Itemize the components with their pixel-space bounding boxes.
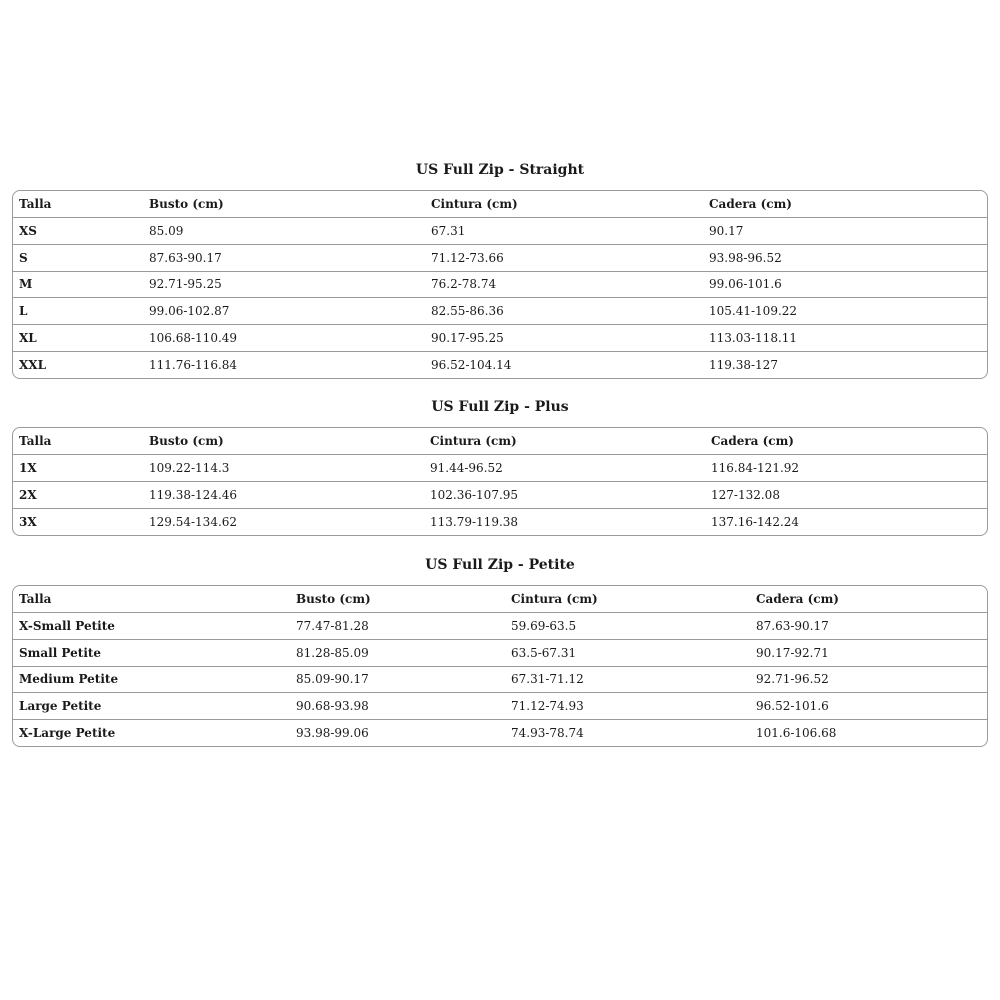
- section-title: US Full Zip - Petite: [425, 557, 575, 573]
- table-row: [13, 218, 987, 245]
- bust-cell: 90.68-93.98: [290, 693, 505, 720]
- bust-cell: 81.28-85.09: [290, 639, 505, 666]
- hip-cell: 105.41-109.22: [703, 298, 987, 325]
- hip-cell: 101.6-106.68: [750, 719, 987, 746]
- size-chart-straight: [12, 160, 988, 379]
- table-row: [13, 613, 987, 640]
- bust-cell: 77.47-81.28: [290, 613, 505, 640]
- table-row: [13, 666, 987, 693]
- size-chart-petite: [12, 555, 988, 747]
- column-header-size: Talla: [19, 434, 52, 449]
- table-row: [13, 324, 987, 351]
- column-header-bust: Busto (cm): [149, 197, 224, 212]
- waist-cell: 113.79-119.38: [424, 508, 705, 535]
- bust-cell: 129.54-134.62: [143, 508, 424, 535]
- table-row: [13, 271, 987, 298]
- table-row: [13, 455, 987, 482]
- size-cell: 1X: [13, 455, 143, 482]
- table-header-row: [13, 428, 987, 455]
- waist-cell: 63.5-67.31: [505, 639, 750, 666]
- waist-cell: 96.52-104.14: [425, 351, 703, 378]
- bust-cell: 92.71-95.25: [143, 271, 425, 298]
- bust-cell: 93.98-99.06: [290, 719, 505, 746]
- column-header-size: Talla: [19, 197, 52, 212]
- size-cell: Large Petite: [13, 693, 290, 720]
- waist-cell: 76.2-78.74: [425, 271, 703, 298]
- table-row: [13, 508, 987, 535]
- column-header-hip: Cadera (cm): [711, 434, 794, 449]
- hip-cell: 92.71-96.52: [750, 666, 987, 693]
- size-table-container: [12, 585, 988, 747]
- size-cell: XS: [13, 218, 143, 245]
- bust-cell: 99.06-102.87: [143, 298, 425, 325]
- waist-cell: 102.36-107.95: [424, 481, 705, 508]
- bust-cell: 109.22-114.3: [143, 455, 424, 482]
- size-cell: 3X: [13, 508, 143, 535]
- hip-cell: 127-132.08: [705, 481, 987, 508]
- column-header-waist: Cintura (cm): [431, 197, 518, 212]
- size-cell: XL: [13, 324, 143, 351]
- hip-cell: 137.16-142.24: [705, 508, 987, 535]
- table-header-row: [13, 586, 987, 613]
- size-cell: L: [13, 298, 143, 325]
- bust-cell: 111.76-116.84: [143, 351, 425, 378]
- table-row: [13, 244, 987, 271]
- waist-cell: 71.12-74.93: [505, 693, 750, 720]
- section-title: US Full Zip - Straight: [415, 162, 585, 178]
- hip-cell: 99.06-101.6: [703, 271, 987, 298]
- table-row: [13, 298, 987, 325]
- bust-cell: 85.09: [143, 218, 425, 245]
- column-header-waist: Cintura (cm): [511, 592, 598, 607]
- table-header-row: [13, 191, 987, 218]
- bust-cell: 85.09-90.17: [290, 666, 505, 693]
- table-row: [13, 639, 987, 666]
- table-row: [13, 351, 987, 378]
- column-header-bust: Busto (cm): [149, 434, 224, 449]
- table-row: [13, 693, 987, 720]
- column-header-waist: Cintura (cm): [430, 434, 517, 449]
- waist-cell: 82.55-86.36: [425, 298, 703, 325]
- bust-cell: 87.63-90.17: [143, 244, 425, 271]
- size-table-container: [12, 427, 988, 536]
- hip-cell: 87.63-90.17: [750, 613, 987, 640]
- size-chart-plus: [12, 397, 988, 536]
- size-cell: X-Small Petite: [13, 613, 290, 640]
- hip-cell: 90.17: [703, 218, 987, 245]
- hip-cell: 93.98-96.52: [703, 244, 987, 271]
- waist-cell: 67.31: [425, 218, 703, 245]
- size-cell: X-Large Petite: [13, 719, 290, 746]
- hip-cell: 119.38-127: [703, 351, 987, 378]
- bust-cell: 106.68-110.49: [143, 324, 425, 351]
- waist-cell: 71.12-73.66: [425, 244, 703, 271]
- size-table: [13, 586, 987, 746]
- waist-cell: 59.69-63.5: [505, 613, 750, 640]
- waist-cell: 91.44-96.52: [424, 455, 705, 482]
- hip-cell: 96.52-101.6: [750, 693, 987, 720]
- size-cell: M: [13, 271, 143, 298]
- hip-cell: 113.03-118.11: [703, 324, 987, 351]
- size-table-container: [12, 190, 988, 379]
- table-row: [13, 481, 987, 508]
- bust-cell: 119.38-124.46: [143, 481, 424, 508]
- size-cell: Small Petite: [13, 639, 290, 666]
- size-cell: XXL: [13, 351, 143, 378]
- size-table: [13, 428, 987, 535]
- size-cell: 2X: [13, 481, 143, 508]
- table-row: [13, 719, 987, 746]
- size-cell: Medium Petite: [13, 666, 290, 693]
- waist-cell: 67.31-71.12: [505, 666, 750, 693]
- hip-cell: 116.84-121.92: [705, 455, 987, 482]
- column-header-size: Talla: [19, 592, 52, 607]
- size-table: [13, 191, 987, 378]
- waist-cell: 74.93-78.74: [505, 719, 750, 746]
- hip-cell: 90.17-92.71: [750, 639, 987, 666]
- size-cell: S: [13, 244, 143, 271]
- column-header-hip: Cadera (cm): [756, 592, 839, 607]
- section-title: US Full Zip - Plus: [431, 399, 569, 415]
- column-header-bust: Busto (cm): [296, 592, 371, 607]
- waist-cell: 90.17-95.25: [425, 324, 703, 351]
- column-header-hip: Cadera (cm): [709, 197, 792, 212]
